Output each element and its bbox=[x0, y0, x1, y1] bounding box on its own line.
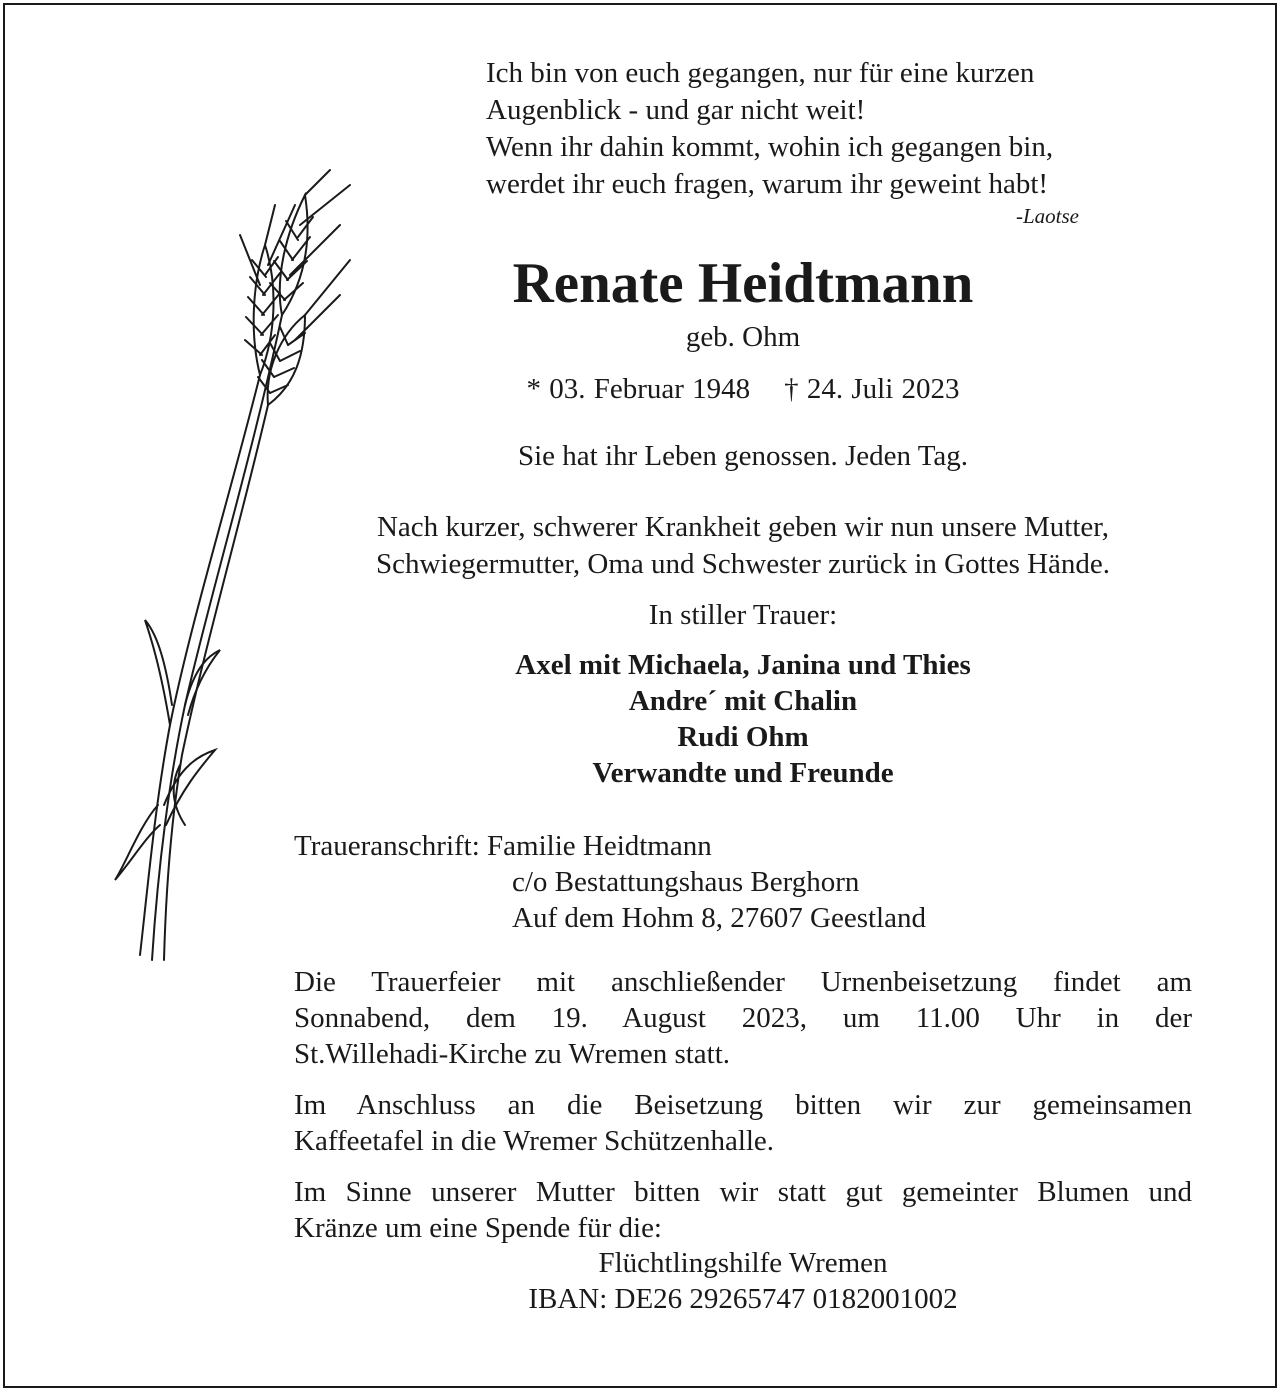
poem-line: Wenn ihr dahin kommt, wohin ich gegangen bin, bbox=[486, 131, 1054, 163]
paragraph-line: Sonnabend, dem 19. August 2023, um 11.00 Uhr in der bbox=[294, 1002, 1192, 1034]
paragraph-line: Im Sinne unserer Mutter bitten wir statt gut gemeinter Blumen und bbox=[294, 1176, 1192, 1208]
poem bbox=[486, 55, 1206, 203]
birth-name: geb. Ohm bbox=[685, 321, 801, 353]
poem-line: Ich bin von euch gegangen, nur für eine kurzen bbox=[486, 57, 1035, 89]
mourning-intro: In stiller Trauer: bbox=[648, 599, 838, 631]
paragraph-line: St.Willehadi-Kirche zu Wremen statt. bbox=[294, 1038, 731, 1070]
gathering-paragraph bbox=[294, 1087, 1192, 1159]
announcement-line: Schwiegermutter, Oma und Schwester zurück in Gottes Hände. bbox=[375, 548, 1111, 580]
poem-author: -Laotse bbox=[1016, 204, 1079, 228]
donation-iban: IBAN: DE26 29265747 0182001002 bbox=[528, 1283, 958, 1315]
donation-details bbox=[292, 1245, 1194, 1317]
address-line: Auf dem Hohm 8, 27607 Geestland bbox=[512, 902, 926, 934]
address-label: Traueranschrift: bbox=[294, 830, 480, 862]
mourner: Andre´ mit Chalin bbox=[628, 685, 858, 717]
address-line: Familie Heidtmann bbox=[487, 830, 712, 862]
announcement bbox=[292, 509, 1194, 583]
paragraph-line: Die Trauerfeier mit anschließender Urnenbeisetzung findet am bbox=[294, 966, 1192, 998]
birth-date: * 03. Februar 1948 bbox=[526, 373, 751, 405]
motto: Sie hat ihr Leben genossen. Jeden Tag. bbox=[517, 440, 969, 472]
donation-paragraph bbox=[294, 1174, 1192, 1246]
poem-line: Augenblick - und gar nicht weit! bbox=[486, 94, 866, 126]
address-row bbox=[294, 828, 926, 864]
life-dates bbox=[292, 370, 1194, 408]
mourner: Rudi Ohm bbox=[677, 721, 809, 753]
donation-recipient: Flüchtlingshilfe Wremen bbox=[598, 1247, 888, 1279]
mourner: Verwandte und Freunde bbox=[592, 757, 894, 789]
deceased-name: Renate Heidtmann bbox=[512, 252, 974, 315]
paragraph-line: Im Anschluss an die Beisetzung bitten wir zur gemeinsamen bbox=[294, 1089, 1192, 1121]
death-date: † 24. Juli 2023 bbox=[784, 373, 960, 405]
paragraph-line: Kaffeetafel in die Wremer Schützenhalle. bbox=[294, 1125, 775, 1157]
poem-line: werdet ihr euch fragen, warum ihr geweint habt! bbox=[486, 168, 1049, 200]
paragraph-line: Kränze um eine Spende für die: bbox=[294, 1212, 662, 1244]
address-line: c/o Bestattungshaus Berghorn bbox=[512, 866, 860, 898]
mourning-address bbox=[294, 828, 926, 936]
ceremony-paragraph bbox=[294, 964, 1192, 1072]
mourners-list bbox=[292, 647, 1194, 791]
announcement-line: Nach kurzer, schwerer Krankheit geben wir nun unsere Mutter, bbox=[376, 511, 1110, 543]
mourner: Axel mit Michaela, Janina und Thies bbox=[515, 649, 971, 681]
